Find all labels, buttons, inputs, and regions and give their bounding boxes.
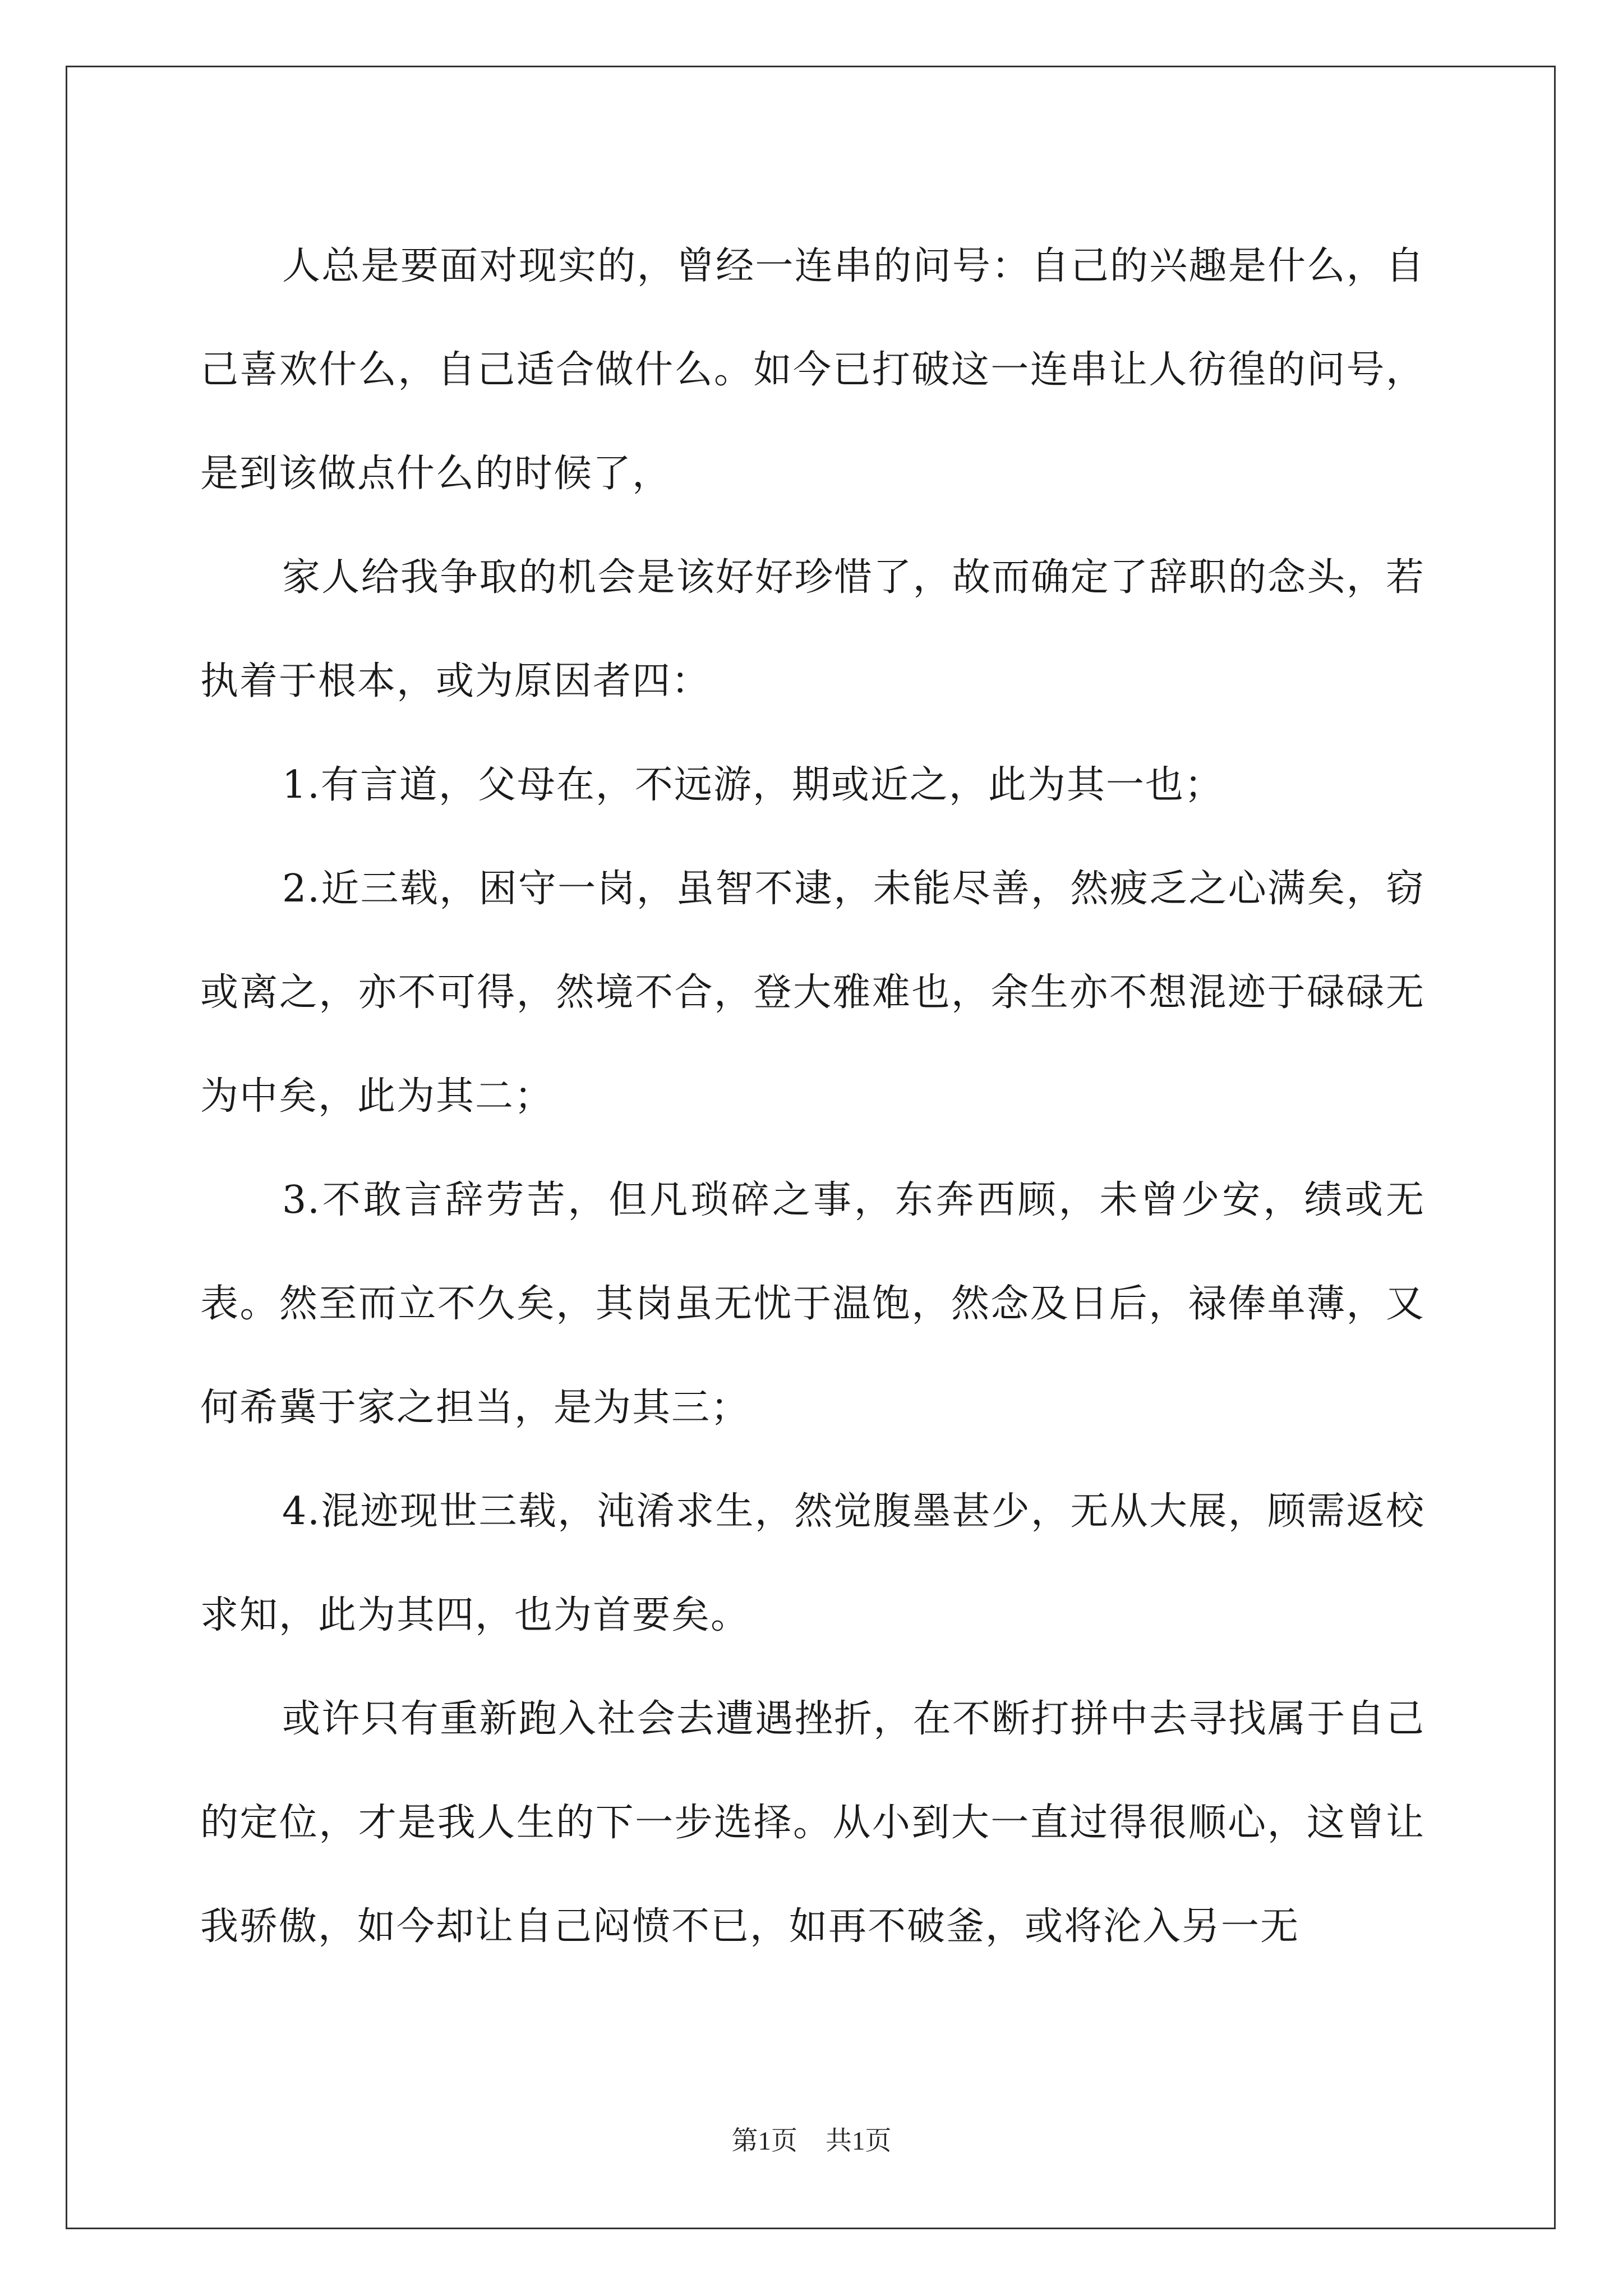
- page-total: 共1页: [826, 2127, 892, 2156]
- paragraph-reason-3: 3.不敢言辞劳苦，但凡琐碎之事，东奔西顾，未曾少安，绩或无表。然至而立不久矣，其岗虽无忧于温饱，然念及日后，禄俸单薄，又何希冀于家之担当，是为其三；: [200, 1178, 1425, 1430]
- paragraph-reason-1: 1.有言道，父母在，不远游，期或近之，此为其一也；: [282, 763, 1224, 807]
- paragraph-reason-4: 4.混迹现世三载，沌淆求生，然觉腹墨甚少，无从大展，顾需返校求知，此为其四，也为首要矣。: [200, 1489, 1425, 1637]
- paragraph-reason-2: 2.近三载，困守一岗，虽智不逮，未能尽善，然疲乏之心满矣，窃或离之，亦不可得，然境不合，登大雅难也，余生亦不想混迹于碌碌无为中矣，此为其二；: [200, 867, 1425, 1119]
- paragraph-intro: 人总是要面对现实的，曾经一连串的问号：自己的兴趣是什么，自己喜欢什么，自己适合做什么。如今已打破这一连串让人彷徨的问号，是到该做点什么的时候了，: [200, 244, 1425, 496]
- paragraph-conclusion: 或许只有重新跑入社会去遭遇挫折，在不断打拼中去寻找属于自己的定位，才是我人生的下一步选择。从小到大一直过得很顺心，这曾让我骄傲，如今却让自己闷愤不已，如再不破釜，或将沦入另一无: [200, 1697, 1425, 1949]
- page-number: 第1页: [731, 2127, 797, 2156]
- page-footer: [0, 2124, 1623, 2158]
- document-body: [200, 214, 1425, 1978]
- paragraph-resignation-reasons: 家人给我争取的机会是该好好珍惜了，故而确定了辞职的念头，若执着于根本，或为原因者四：: [200, 555, 1425, 703]
